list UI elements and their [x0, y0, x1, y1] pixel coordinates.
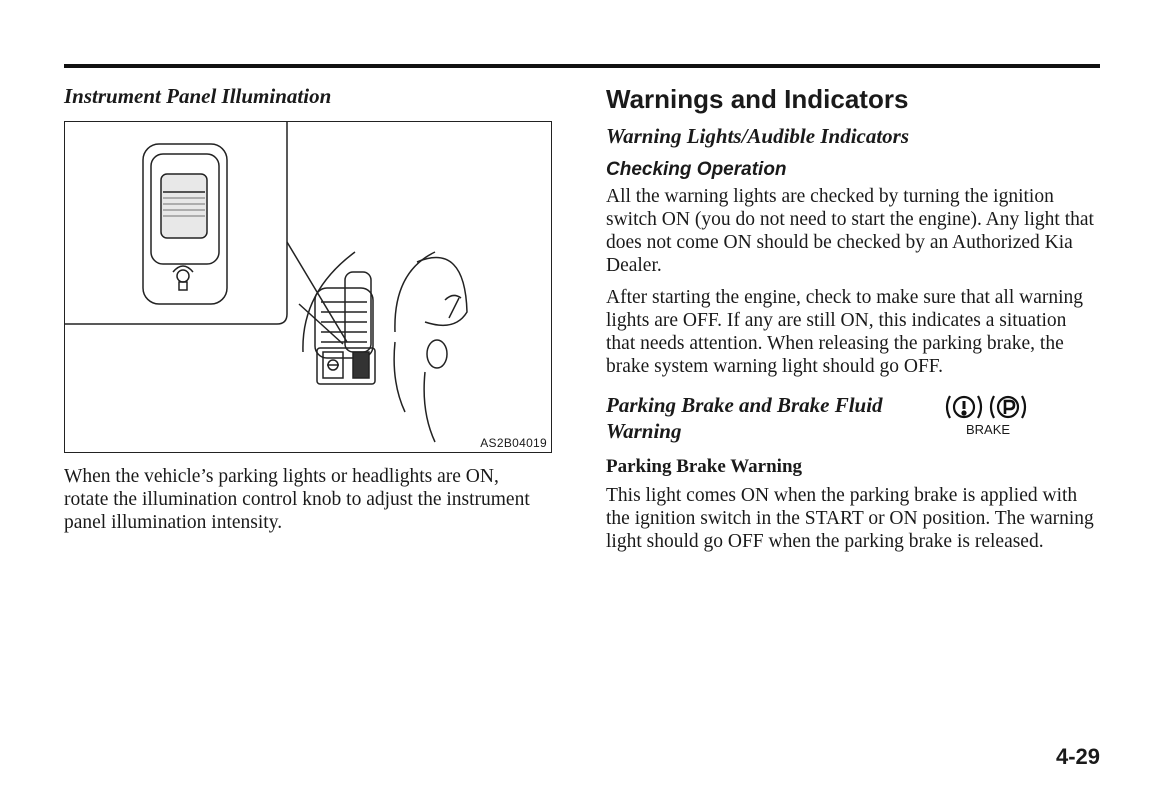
parking-p-circle-icon	[991, 396, 1025, 418]
exclamation-circle-icon	[947, 396, 981, 418]
parking-brake-warning-heading: Parking Brake Warning	[606, 456, 803, 477]
page-number: 4-29	[1055, 744, 1100, 769]
brake-label: BRAKE	[966, 422, 1011, 437]
illumination-heading: Instrument Panel Illumination	[64, 84, 332, 108]
parking-brake-heading-line1: Parking Brake and Brake Fluid	[606, 393, 883, 417]
right-column	[606, 84, 1100, 553]
parking-brake-paragraph: This light comes ON when the parking brake is applied with the ignition switch in the START or ON position. The warning light should go OFF when the parking brake is released.	[606, 485, 1094, 552]
dashboard-illustration	[65, 122, 551, 452]
figure-code: AS2B04019	[480, 436, 547, 450]
top-rule	[64, 64, 1100, 68]
brake-warning-symbols	[942, 392, 1032, 437]
parking-brake-heading-line2: Warning	[606, 419, 682, 443]
after-starting-paragraph: After starting the engine, check to make sure that all warning lights are OFF. If any are still ON, this indicates a situation that needs attention. When releasing the parking brake, the brake system warning light should go OFF.	[606, 287, 1084, 377]
checking-paragraph: All the warning lights are checked by turning the ignition switch ON (you do not need to start the engine). Any light that does not come ON should be checked by an Authorized Kia Dealer.	[606, 186, 1094, 276]
brake-symbols-svg	[942, 392, 1032, 422]
illumination-figure	[64, 121, 552, 453]
section-title: Warnings and Indicators	[606, 84, 909, 114]
parking-brake-heading-row	[606, 392, 1100, 448]
illumination-paragraph: When the vehicle’s parking lights or headlights are ON, rotate the illumination control knob to adjust the instrument panel illumination intensity.	[64, 466, 530, 533]
left-column	[64, 84, 554, 534]
checking-operation-heading: Checking Operation	[606, 159, 787, 180]
warning-lights-subheading: Warning Lights/Audible Indicators	[606, 124, 910, 148]
